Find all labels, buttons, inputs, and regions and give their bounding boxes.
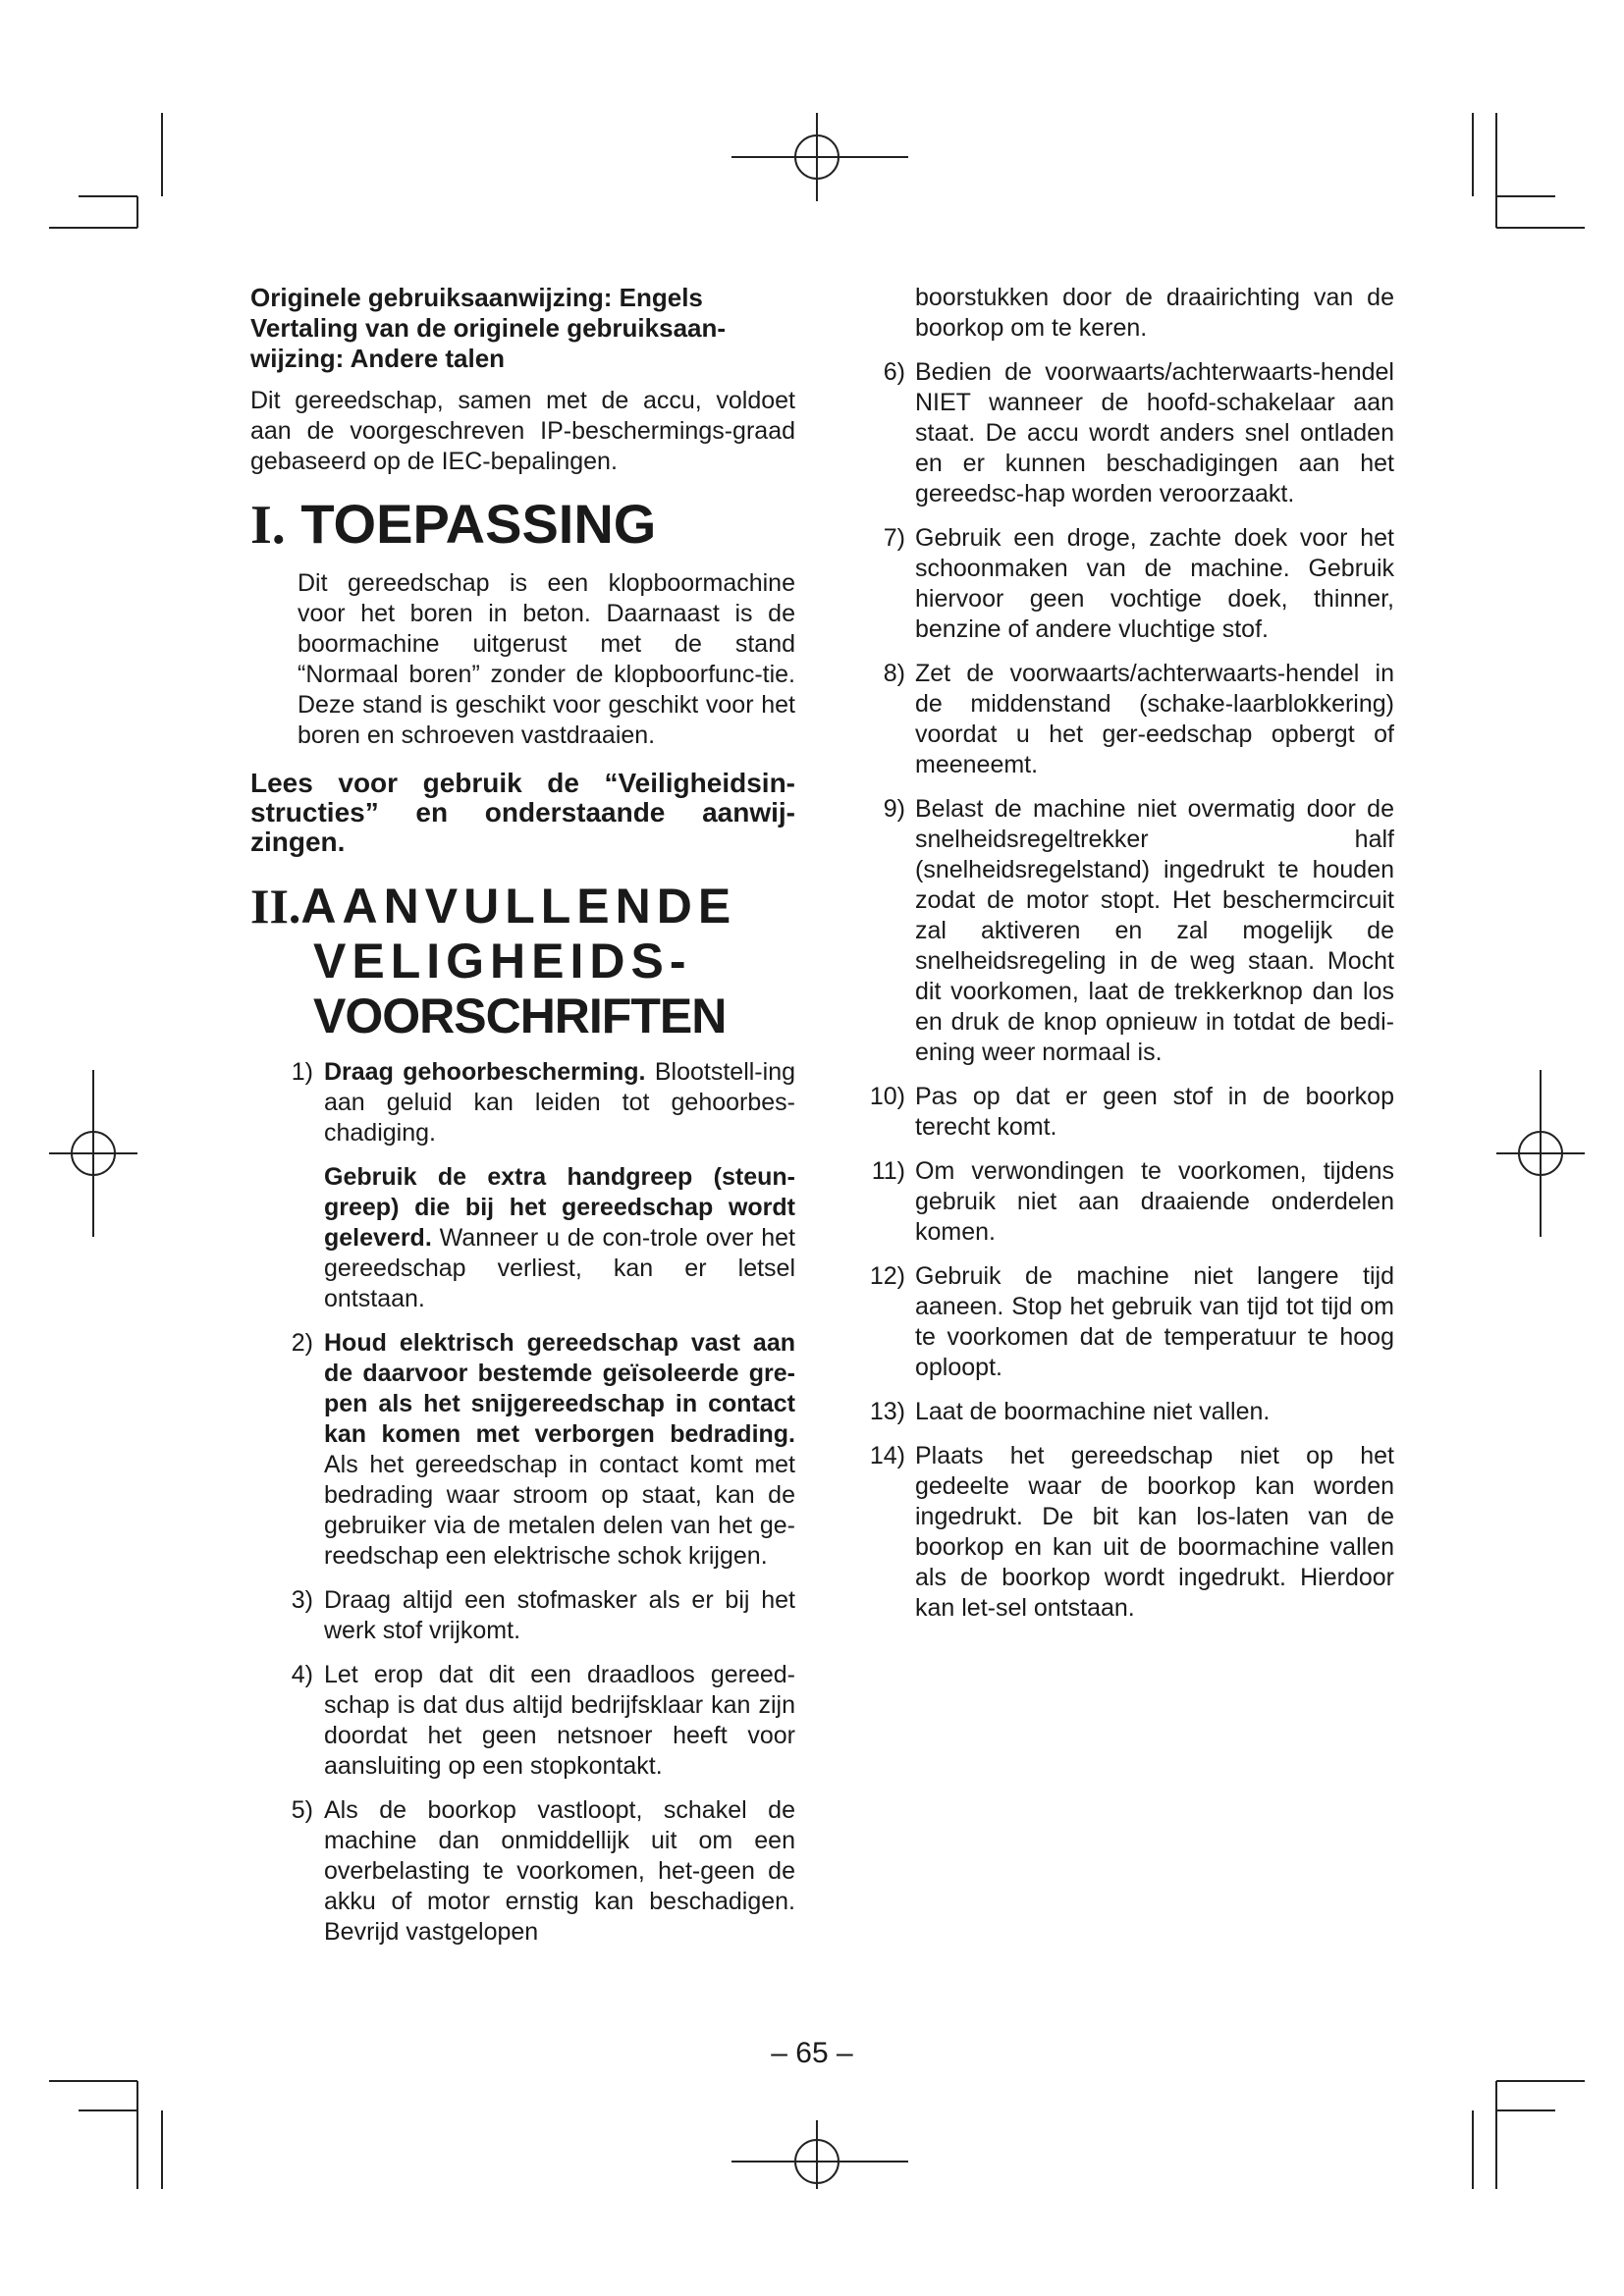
safety-item-9 xyxy=(854,794,1394,1068)
page-number: – 65 – xyxy=(771,2037,853,2069)
safety-item-2 xyxy=(250,1328,795,1572)
safety-item-12 xyxy=(854,1261,1394,1383)
safety-item-5 xyxy=(250,1795,795,1948)
item-text: Blootstell-ing aan geluid kan leiden tot gehoorbes-chadiging. xyxy=(324,1058,795,1147)
section-2-title-line-2: VELIGHEIDS- xyxy=(313,934,692,988)
item-number: 8) xyxy=(883,660,905,687)
item-number: 2) xyxy=(291,1329,313,1357)
read-safety-notice: Lees voor gebruik de “Veiligheidsin-structies” en onderstaande aanwij-zingen. xyxy=(250,768,795,857)
safety-item-13 xyxy=(854,1397,1394,1427)
translation-header xyxy=(250,283,795,374)
item-number: 3) xyxy=(291,1586,313,1614)
item-number: 13) xyxy=(869,1398,905,1425)
item-number: 4) xyxy=(291,1661,313,1688)
item-text: Belast de machine niet overmatig door de snelheidsregeltrekker half (snelheidsregelstand) ingedrukt te houden zodat de motor stopt. Het beschermcircuit zal aktiveren en zal mogelijk de snelheidsregeling in de weg staan. Mocht dit voorkomen, laat de trekkerknop dan los en druk de knop opnieuw in totdat de bedi-ening weer normaal is. xyxy=(915,795,1394,1066)
item-number: 5) xyxy=(291,1796,313,1824)
item-text: Laat de boormachine niet vallen. xyxy=(915,1398,1271,1425)
item-text: Als de boorkop vastloopt, schakel de machine dan onmiddellijk uit om een overbelasting te voorkomen, het-geen de akku of motor ernstig kan beschadigen. Bevrijd vastgelopen xyxy=(324,1796,795,1946)
item-number: 11) xyxy=(871,1157,905,1185)
registration-mark-right xyxy=(1496,1070,1585,1237)
item-bold-text-2: Gebruik de extra handgreep (steun-greep) die bij het gereedschap wordt geleverd. xyxy=(324,1163,795,1252)
item-bold-text: Houd elektrisch gereedschap vast aan de daarvoor bestemde geïsoleerde gre-pen als het snijgereedschap in contact kan komen met verborgen bedrading. xyxy=(324,1329,795,1448)
section-2-numeral: II. xyxy=(250,879,301,934)
safety-item-14 xyxy=(854,1441,1394,1624)
safety-item-7 xyxy=(854,523,1394,645)
item-text: Plaats het gereedschap niet op het gedeelte waar de boorkop kan worden ingedrukt. De bit kan los-laten van de boorkop en kan uit de boormachine vallen als de boorkop wordt ingedrukt. Hierdoor kan let-sel ontstaan. xyxy=(915,1442,1394,1622)
section-1-heading xyxy=(250,495,795,555)
safety-item-6 xyxy=(854,357,1394,509)
item-text: Let erop dat dit een draadloos gereed-schap is dat dus altijd bedrijfsklaar kan zijn doordat het geen netsnoer heeft voor aansluiting op een stopkontakt. xyxy=(324,1661,795,1780)
header-line-2: Vertaling van de originele gebruiksaan- xyxy=(250,313,727,343)
safety-item-8 xyxy=(854,659,1394,780)
item-number: 7) xyxy=(883,524,905,552)
safety-item-1 xyxy=(250,1057,795,1314)
item-number: 14) xyxy=(869,1442,905,1469)
item-text: Draag altijd een stofmasker als er bij het werk stof vrijkomt. xyxy=(324,1586,795,1644)
item-number: 9) xyxy=(883,795,905,823)
section-2-title-line-1: AANVULLENDE xyxy=(300,879,737,934)
item-text: Bedien de voorwaarts/achterwaarts-hendel NIET wanneer de hoofd-schakelaar aan staat. De accu wordt anders snel ontladen en er kunnen beschadigingen aan het gereedsc-hap worden veroorzaakt. xyxy=(915,358,1394,507)
section-2-title-line-3: VOORSCHRIFTEN xyxy=(313,988,727,1043)
right-column xyxy=(854,283,1394,1637)
safety-item-3 xyxy=(250,1585,795,1646)
registration-mark-left xyxy=(49,1070,137,1237)
section-2-heading xyxy=(250,879,795,1043)
item-number: 10) xyxy=(869,1083,905,1110)
safety-item-10 xyxy=(854,1082,1394,1143)
item-number: 6) xyxy=(883,358,905,386)
item-text: Gebruik een droge, zachte doek voor het schoonmaken van de machine. Gebruik hiervoor geen vochtige doek, thinner, benzine of andere vluchtige stof. xyxy=(915,524,1394,643)
safety-item-4 xyxy=(250,1660,795,1782)
item-text: Pas op dat er geen stof in de boorkop terecht komt. xyxy=(915,1083,1394,1141)
registration-mark-bottom xyxy=(731,2120,908,2189)
item-text: Om verwondingen te voorkomen, tijdens gebruik niet aan draaiende onderdelen komen. xyxy=(915,1157,1394,1246)
ip-rating-intro: Dit gereedschap, samen met de accu, voldoet aan de voorgeschreven IP-beschermings-graad gebaseerd op de IEC-bepalingen. xyxy=(250,387,795,475)
registration-mark-top xyxy=(731,113,908,201)
item-number: 1) xyxy=(291,1058,313,1086)
safety-item-11 xyxy=(854,1156,1394,1248)
header-line-1: Originele gebruiksaanwijzing: Engels xyxy=(250,283,703,312)
item-text: Zet de voorwaarts/achterwaarts-hendel in de middenstand (schake-laarblokkering) voordat u het ger-eedschap opbergt of meeneemt. xyxy=(915,660,1394,778)
item-text: Als het gereedschap in contact komt met bedrading waar stroom op staat, kan de gebruiker via de metalen delen van het ge-reedschap een elektrische schok krijgen. xyxy=(324,1451,795,1570)
section-1-title: TOEPASSING xyxy=(300,493,657,555)
item-text: Gebruik de machine niet langere tijd aaneen. Stop het gebruik van tijd tot tijd om te voorkomen dat de temperatuur te hoog oploopt. xyxy=(915,1262,1394,1381)
section-1-numeral: I. xyxy=(250,495,286,556)
header-line-3: wijzing: Andere talen xyxy=(250,344,506,373)
item-bold-text: Draag gehoorbescherming. xyxy=(324,1058,646,1086)
item-number: 12) xyxy=(869,1262,905,1290)
item-text-2: Wanneer u de con-trole over het gereedschap verliest, kan er letsel ontstaan. xyxy=(324,1224,795,1312)
item-5-continuation: boorstukken door de draairichting van de boorkop om te keren. xyxy=(915,284,1394,342)
left-column xyxy=(250,283,795,1961)
section-1-body: Dit gereedschap is een klopboormachine voor het boren in beton. Daarnaast is de boormachine uitgerust met de stand “Normaal boren” zonder de klopboorfunc-tie. Deze stand is geschikt voor geschikt voor het boren en schroeven vastdraaien. xyxy=(298,569,795,749)
